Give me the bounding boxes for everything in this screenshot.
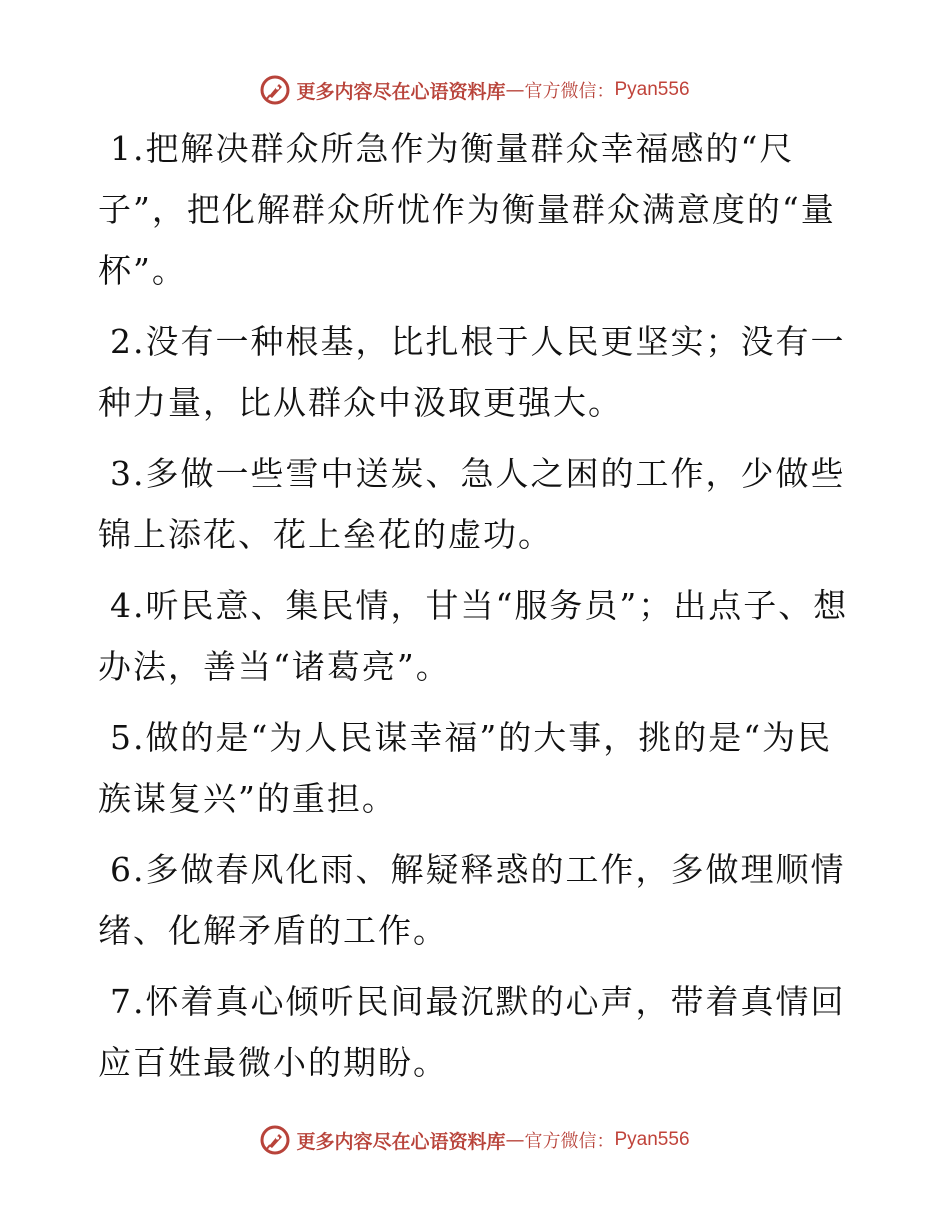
pen-nib-logo-icon bbox=[260, 75, 290, 105]
footer-separator: — bbox=[505, 1129, 525, 1151]
footer-banner bbox=[0, 1120, 950, 1160]
quote-item-3: 3.多做一些雪中送炭、急人之困的工作，少做些锦上添花、花上垒花的虚功。 bbox=[98, 454, 846, 554]
pen-nib-logo-icon bbox=[260, 1125, 290, 1155]
quote-item-6: 6.多做春风化雨、解疑释惑的工作，多做理顺情绪、化解矛盾的工作。 bbox=[98, 850, 846, 950]
header-brand-text: 更多内容尽在心语资料库 bbox=[296, 80, 506, 103]
quote-item-1: 1.把解决群众所急作为衡量群众幸福感的“尺子”，把化解群众所忧作为衡量群众满意度的“量杯”。 bbox=[98, 129, 836, 290]
footer-wechat-id: Pyan556 bbox=[614, 1129, 690, 1150]
header-wechat-id: Pyan556 bbox=[614, 79, 690, 100]
quote-item-4: 4.听民意、集民情，甘当“服务员”；出点子、想办法，善当“诸葛亮”。 bbox=[98, 586, 849, 686]
header-separator: — bbox=[505, 79, 525, 101]
quote-item-7: 7.怀着真心倾听民间最沉默的心声，带着真情回应百姓最微小的期盼。 bbox=[98, 982, 846, 1082]
footer-brand-text: 更多内容尽在心语资料库 bbox=[296, 1130, 506, 1153]
quote-item-5: 5.做的是“为人民谋幸福”的大事，挑的是“为民族谋复兴”的重担。 bbox=[98, 718, 833, 818]
quote-item-2: 2.没有一种根基，比扎根于人民更坚实；没有一种力量，比从群众中汲取更强大。 bbox=[98, 322, 846, 422]
footer-wechat-label: 官方微信： bbox=[524, 1131, 615, 1152]
header-banner bbox=[0, 70, 950, 110]
quote-list bbox=[98, 118, 858, 1103]
header-wechat-label: 官方微信： bbox=[524, 81, 615, 102]
